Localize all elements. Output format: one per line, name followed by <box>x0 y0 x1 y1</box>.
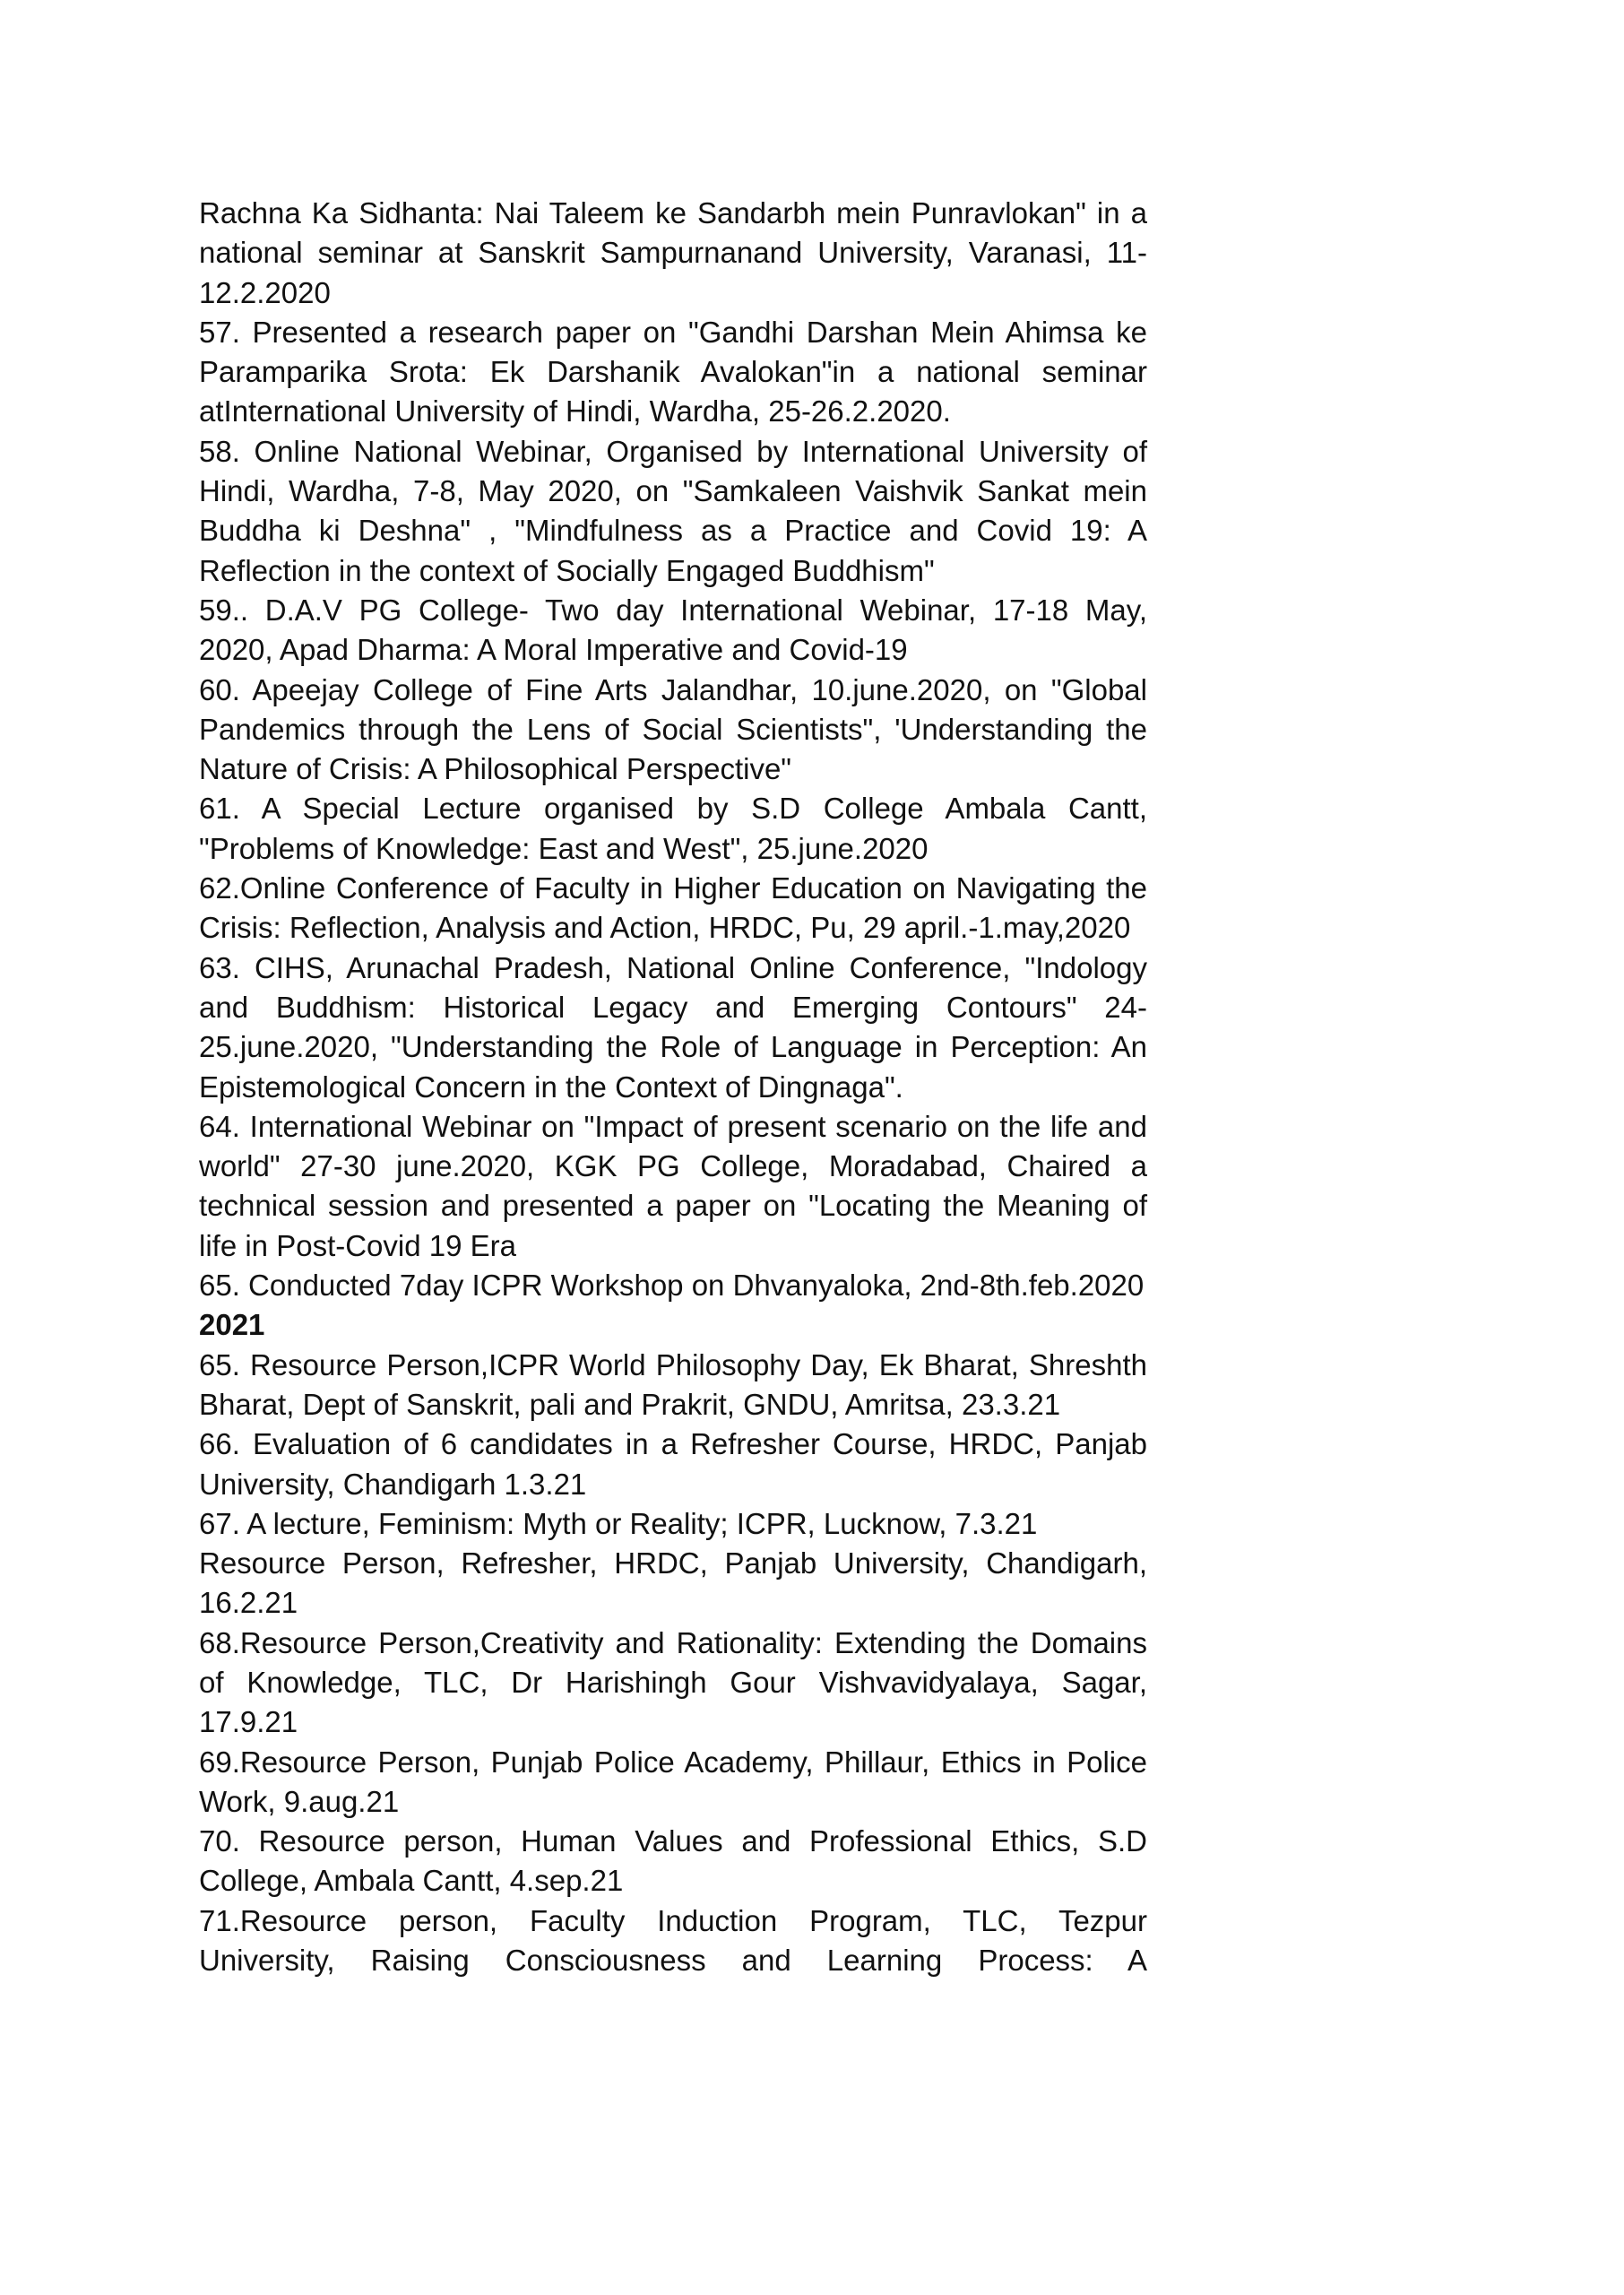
paragraph-item-68: 68.Resource Person,Creativity and Rationality: Extending the Domains of Knowledge, TLC, Dr Harishingh Gour Vishvavidyalaya, Sagar, 17.9.21 <box>199 1625 1147 1739</box>
year-heading-2021: 2021 <box>199 1308 265 1342</box>
paragraph-item-64: 64. International Webinar on "Impact of present scenario on the life and world" 27-30 june.2020, KGK PG College, Moradabad, Chaired a technical session and presented a paper on "Locating the Meaning of life in Post-Covid 19 Era <box>199 1109 1147 1262</box>
paragraph-item-61: 61. A Special Lecture organised by S.D College Ambala Cantt, "Problems of Knowledge: East and West", 25.june.2020 <box>199 792 1147 865</box>
paragraph-item-69: 69.Resource Person, Punjab Police Academy, Phillaur, Ethics in Police Work, 9.aug.21 <box>199 1745 1147 1818</box>
paragraph-item-65-resource: 65. Resource Person,ICPR World Philosophy Day, Ek Bharat, Shreshth Bharat, Dept of Sanskrit, pali and Prakrit, GNDU, Amritsa, 23.3.21 <box>199 1347 1147 1421</box>
paragraph-resource-refresher: Resource Person, Refresher, HRDC, Panjab University, Chandigarh, 16.2.21 <box>199 1546 1147 1620</box>
paragraph-item-70: 70. Resource person, Human Values and Professional Ethics, S.D College, Ambala Cantt, 4.sep.21 <box>199 1824 1147 1898</box>
document-body <box>199 194 1147 1980</box>
paragraph-item-66: 66. Evaluation of 6 candidates in a Refresher Course, HRDC, Panjab University, Chandigarh 1.3.21 <box>199 1427 1147 1501</box>
paragraph-item-58: 58. Online National Webinar, Organised by International University of Hindi, Wardha, 7-8, May 2020, on "Samkaleen Vaishvik Sankat mein Buddha ki Deshna" , "Mindfulness as a Practice and Covid 19: A Reflection in the context of Socially Engaged Buddhism" <box>199 434 1147 587</box>
paragraph-item-65-workshop: 65. Conducted 7day ICPR Workshop on Dhvanyaloka, 2nd-8th.feb.2020 <box>199 1269 1145 1303</box>
paragraph-seminar-varanasi: Rachna Ka Sidhanta: Nai Taleem ke Sandarbh mein Punravlokan" in a national seminar at Sanskrit Sampurnanand University, Varanasi, 11-12.2.2020 <box>199 196 1147 309</box>
paragraph-item-59: 59.. D.A.V PG College- Two day International Webinar, 17-18 May, 2020, Apad Dharma: A Moral Imperative and Covid-19 <box>199 593 1147 667</box>
paragraph-item-57: 57. Presented a research paper on "Gandhi Darshan Mein Ahimsa ke Paramparika Srota: Ek Darshanik Avalokan"in a national seminar atInternational University of Hindi, Wardha, 25-26.2.2020. <box>199 315 1147 429</box>
paragraph-item-71: 71.Resource person, Faculty Induction Program, TLC, Tezpur University, Raising Consciousness and Learning Process: A <box>199 1903 1147 1978</box>
paragraph-item-63: 63. CIHS, Arunachal Pradesh, National Online Conference, "Indology and Buddhism: Historical Legacy and Emerging Contours" 24-25.june.2020, "Understanding the Role of Language in Perception: An Epistemological Concern in the Context of Dingnaga". <box>199 950 1147 1104</box>
paragraph-item-67: 67. A lecture, Feminism: Myth or Reality; ICPR, Lucknow, 7.3.21 <box>199 1506 1038 1540</box>
paragraph-item-62: 62.Online Conference of Faculty in Higher Education on Navigating the Crisis: Reflection, Analysis and Action, HRDC, Pu, 29 april.-1.may,2020 <box>199 871 1147 945</box>
paragraph-item-60: 60. Apeejay College of Fine Arts Jalandhar, 10.june.2020, on "Global Pandemics through the Lens of Social Scientists", 'Understanding the Nature of Crisis: A Philosophical Perspective" <box>199 672 1147 786</box>
